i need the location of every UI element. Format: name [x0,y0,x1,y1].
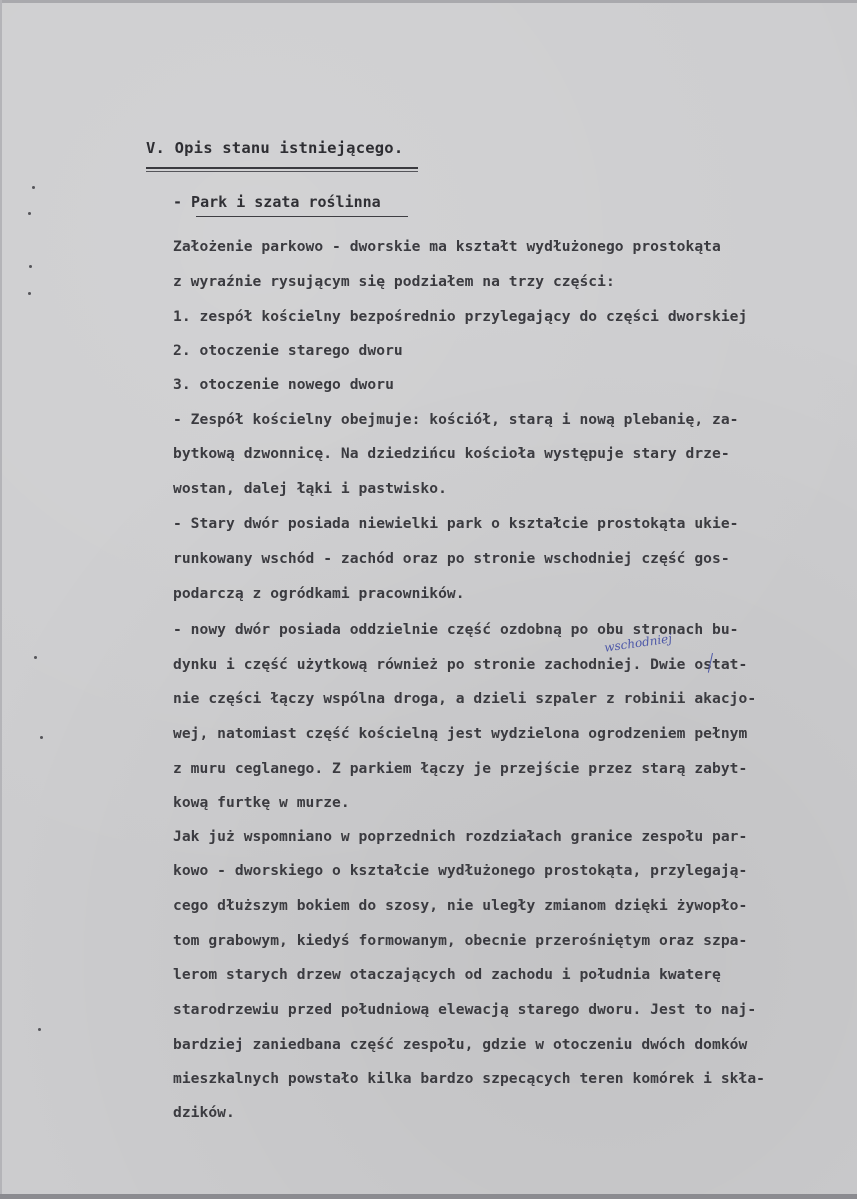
section-heading: V. Opis stanu istniejącego. [146,139,404,157]
body-line: cego dłuższym bokiem do szosy, nie uległy zmianom dzięki żywopło- [173,897,748,914]
body-line: nie części łączy wspólna droga, a dzieli szpaler z robinii akacjo- [173,690,757,707]
body-line: wostan, dalej łąki i pastwisko. [173,480,447,497]
punch-mark [32,186,35,189]
body-line: lerom starych drzew otaczających od zachodu i południa kwaterę [173,966,721,983]
page-left-edge [0,0,2,1199]
body-line: bardziej zaniedbana część zespołu, gdzie w otoczeniu dwóch domków [173,1036,748,1053]
body-line: z muru ceglanego. Z parkiem łączy je przejście przez starą zabyt- [173,760,748,777]
body-line: starodrzewiu przed południową elewacją starego dworu. Jest to naj- [173,1001,757,1018]
heading-underline-double [146,171,418,172]
body-line: 1. zespół kościelny bezpośrednio przylegający do części dworskiej [173,308,748,325]
body-line: dynku i część użytkową również po stronie zachodniej. Dwie ostat- [173,656,748,673]
body-line: 3. otoczenie nowego dworu [173,376,394,393]
body-line: dzików. [173,1104,235,1121]
punch-mark [38,1028,41,1031]
body-line: - Stary dwór posiada niewielki park o kształcie prostokąta ukie- [173,515,739,532]
body-line: - Zespół kościelny obejmuje: kościół, starą i nową plebanię, za- [173,411,739,428]
page-bottom-edge [0,1194,857,1199]
body-line: podarczą z ogródkami pracowników. [173,585,465,602]
punch-mark [28,292,31,295]
body-line: - nowy dwór posiada oddzielnie część ozdobną po obu stronach bu- [173,621,739,638]
body-line: bytkową dzwonnicę. Na dziedzińcu kościoła występuje stary drze- [173,445,730,462]
body-line: wej, natomiast część kościelną jest wydzielona ogrodzeniem pełnym [173,725,748,742]
body-line: runkowany wschód - zachód oraz po stronie wschodniej część gos- [173,550,730,567]
punch-mark [28,212,31,215]
body-line: kowo - dworskiego o kształcie wydłużonego prostokąta, przylegają- [173,862,748,879]
body-line: kową furtkę w murze. [173,794,350,811]
handwritten-correction: wschodniej [603,631,673,655]
body-line: Założenie parkowo - dworskie ma kształt wydłużonego prostokąta [173,238,721,255]
punch-mark [34,656,37,659]
body-line: mieszkalnych powstało kilka bardzo szpecących teren komórek i skła- [173,1070,766,1087]
body-line: tom grabowym, kiedyś formowanym, obecnie przerośniętym oraz szpa- [173,932,748,949]
page-top-edge [0,0,857,3]
body-line: 2. otoczenie starego dworu [173,342,403,359]
body-line: Jak już wspomniano w poprzednich rozdziałach granice zespołu par- [173,828,748,845]
punch-mark [40,736,43,739]
heading-underline [146,167,418,169]
subheading-underline [196,216,408,217]
subsection-heading: - Park i szata roślinna [173,193,381,211]
punch-mark [29,265,32,268]
body-line: z wyraźnie rysującym się podziałem na trzy części: [173,273,615,290]
